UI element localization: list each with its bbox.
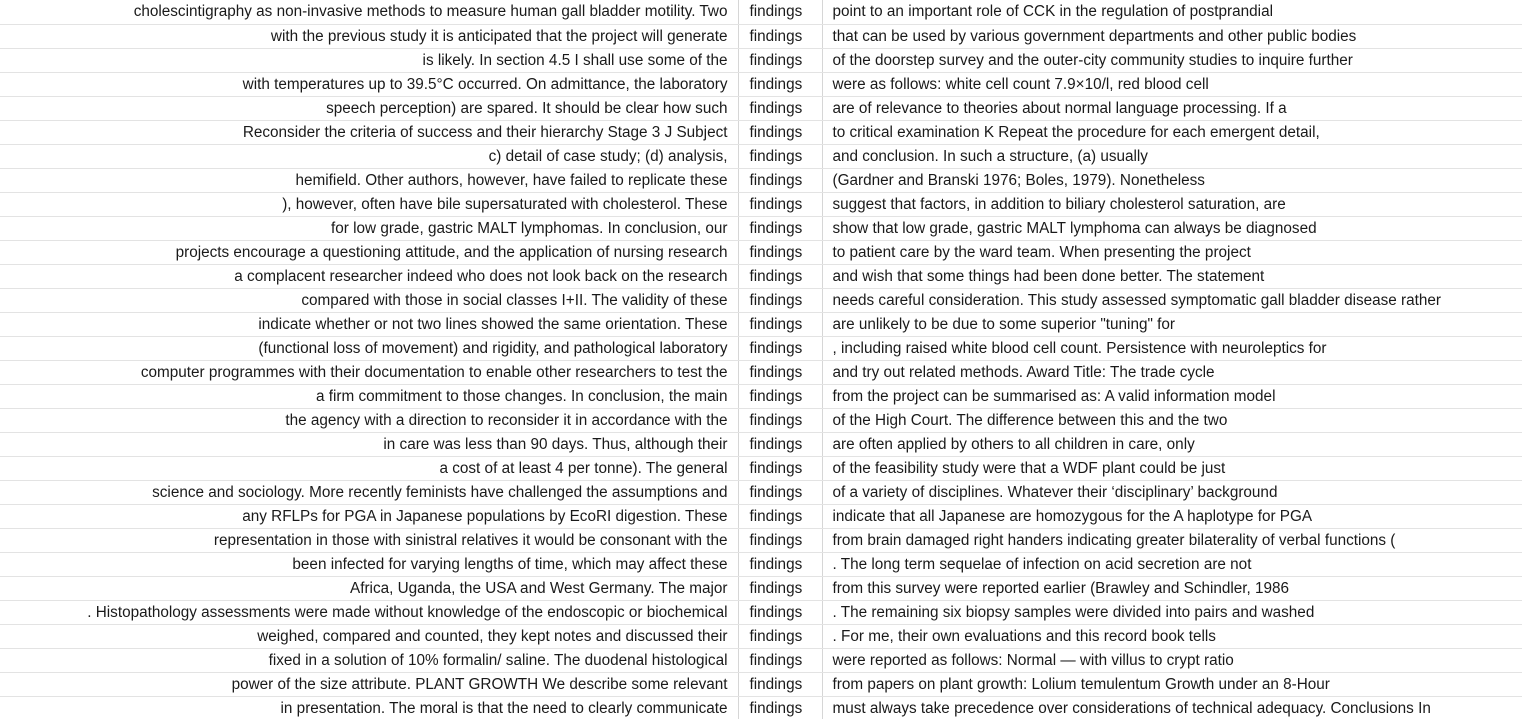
table-row	[0, 552, 1522, 576]
right-context-cell[interactable]: were reported as follows: Normal — with villus to crypt ratio	[822, 648, 1522, 672]
right-context-cell[interactable]: of the doorstep survey and the outer-city community studies to inquire further	[822, 48, 1522, 72]
left-context-text: a firm commitment to those changes. In conclusion, the main	[315, 387, 728, 405]
right-context-cell[interactable]: are unlikely to be due to some superior "tuning" for	[822, 312, 1522, 336]
left-context-cell[interactable]	[0, 696, 738, 719]
table-row	[0, 432, 1522, 456]
left-context-text: is likely. In section 4.5 I shall use some of the	[422, 51, 728, 69]
right-context-cell[interactable]: that can be used by various government departments and other public bodies	[822, 24, 1522, 48]
left-context-cell[interactable]	[0, 0, 738, 24]
left-context-cell[interactable]	[0, 144, 738, 168]
right-context-cell[interactable]: are often applied by others to all children in care, only	[822, 432, 1522, 456]
right-context-cell[interactable]: show that low grade, gastric MALT lymphoma can always be diagnosed	[822, 216, 1522, 240]
right-context-cell[interactable]: point to an important role of CCK in the regulation of postprandial	[822, 0, 1522, 24]
keyword-cell[interactable]: findings	[738, 0, 822, 24]
left-context-cell[interactable]	[0, 48, 738, 72]
table-row	[0, 648, 1522, 672]
left-context-text: hemifield. Other authors, however, have failed to replicate these	[295, 171, 728, 189]
left-context-cell[interactable]	[0, 552, 738, 576]
keyword-cell[interactable]: findings	[738, 408, 822, 432]
left-context-text: speech perception) are spared. It should be clear how such	[326, 99, 728, 117]
table-row	[0, 192, 1522, 216]
left-context-cell[interactable]	[0, 216, 738, 240]
table-row	[0, 120, 1522, 144]
keyword-cell[interactable]: findings	[738, 672, 822, 696]
left-context-text: projects encourage a questioning attitude, and the application of nursing research	[175, 243, 728, 261]
keyword-cell[interactable]: findings	[738, 96, 822, 120]
table-row	[0, 480, 1522, 504]
left-context-text: ), however, often have bile supersaturated with cholesterol. These	[282, 195, 728, 213]
table-row	[0, 528, 1522, 552]
keyword-cell[interactable]: findings	[738, 480, 822, 504]
right-context-cell[interactable]: to patient care by the ward team. When presenting the project	[822, 240, 1522, 264]
left-context-cell[interactable]	[0, 264, 738, 288]
left-context-text: the agency with a direction to reconsider it in accordance with the	[285, 411, 728, 429]
table-row	[0, 624, 1522, 648]
right-context-cell[interactable]: indicate that all Japanese are homozygous for the A haplotype for PGA	[822, 504, 1522, 528]
left-context-cell[interactable]	[0, 312, 738, 336]
keyword-cell[interactable]: findings	[738, 240, 822, 264]
keyword-cell[interactable]: findings	[738, 144, 822, 168]
right-context-cell[interactable]: , including raised white blood cell count. Persistence with neuroleptics for	[822, 336, 1522, 360]
left-context-cell[interactable]	[0, 480, 738, 504]
left-context-text: science and sociology. More recently feminists have challenged the assumptions and	[152, 483, 728, 501]
keyword-cell[interactable]: findings	[738, 264, 822, 288]
right-context-cell[interactable]: from the project can be summarised as: A valid information model	[822, 384, 1522, 408]
keyword-cell[interactable]: findings	[738, 168, 822, 192]
right-context-cell[interactable]: . The remaining six biopsy samples were divided into pairs and washed	[822, 600, 1522, 624]
left-context-text: with the previous study it is anticipated that the project will generate	[270, 27, 728, 45]
left-context-text: . Histopathology assessments were made without knowledge of the endoscopic or biochemical	[87, 603, 728, 621]
keyword-cell[interactable]: findings	[738, 504, 822, 528]
left-context-text: representation in those with sinistral relatives it would be consonant with the	[213, 531, 728, 549]
keyword-cell[interactable]: findings	[738, 384, 822, 408]
table-row	[0, 240, 1522, 264]
left-context-text: any RFLPs for PGA in Japanese populations by EcoRI digestion. These	[242, 507, 728, 525]
table-row	[0, 48, 1522, 72]
keyword-cell[interactable]: findings	[738, 72, 822, 96]
table-row	[0, 504, 1522, 528]
left-context-text: a complacent researcher indeed who does not look back on the research	[234, 267, 728, 285]
keyword-cell[interactable]: findings	[738, 648, 822, 672]
left-context-cell[interactable]	[0, 120, 738, 144]
keyword-cell[interactable]: findings	[738, 192, 822, 216]
table-row	[0, 96, 1522, 120]
table-row	[0, 312, 1522, 336]
left-context-text: a cost of at least 4 per tonne). The general	[439, 459, 728, 477]
table-row	[0, 24, 1522, 48]
left-context-cell[interactable]	[0, 504, 738, 528]
keyword-cell[interactable]: findings	[738, 600, 822, 624]
left-context-cell[interactable]	[0, 360, 738, 384]
left-context-cell[interactable]	[0, 528, 738, 552]
keyword-cell[interactable]: findings	[738, 216, 822, 240]
left-context-cell[interactable]	[0, 336, 738, 360]
keyword-cell[interactable]: findings	[738, 528, 822, 552]
left-context-cell[interactable]	[0, 432, 738, 456]
keyword-cell[interactable]: findings	[738, 552, 822, 576]
left-context-text: been infected for varying lengths of time, which may affect these	[292, 555, 728, 573]
right-context-cell[interactable]: and conclusion. In such a structure, (a) usually	[822, 144, 1522, 168]
right-context-cell[interactable]: of the feasibility study were that a WDF plant could be just	[822, 456, 1522, 480]
right-context-cell[interactable]: are of relevance to theories about normal language processing. If a	[822, 96, 1522, 120]
left-context-text: weighed, compared and counted, they kept notes and discussed their	[257, 627, 728, 645]
table-row	[0, 672, 1522, 696]
left-context-text: power of the size attribute. PLANT GROWTH We describe some relevant	[231, 675, 728, 693]
right-context-cell[interactable]: of a variety of disciplines. Whatever their ‘disciplinary’ background	[822, 480, 1522, 504]
left-context-text: with temperatures up to 39.5°C occurred. On admittance, the laboratory	[242, 75, 728, 93]
right-context-cell[interactable]: to critical examination K Repeat the procedure for each emergent detail,	[822, 120, 1522, 144]
keyword-cell[interactable]: findings	[738, 432, 822, 456]
left-context-cell[interactable]	[0, 288, 738, 312]
left-context-cell[interactable]	[0, 72, 738, 96]
table-row	[0, 336, 1522, 360]
left-context-text: for low grade, gastric MALT lymphomas. In conclusion, our	[331, 219, 728, 237]
left-context-cell[interactable]	[0, 672, 738, 696]
keyword-cell[interactable]: findings	[738, 456, 822, 480]
keyword-cell[interactable]: findings	[738, 312, 822, 336]
left-context-cell[interactable]	[0, 456, 738, 480]
right-context-cell[interactable]: of the High Court. The difference between this and the two	[822, 408, 1522, 432]
right-context-cell[interactable]: and wish that some things had been done better. The statement	[822, 264, 1522, 288]
right-context-cell[interactable]: were as follows: white cell count 7.9×10/l, red blood cell	[822, 72, 1522, 96]
right-context-cell[interactable]: suggest that factors, in addition to biliary cholesterol saturation, are	[822, 192, 1522, 216]
left-context-cell[interactable]	[0, 24, 738, 48]
left-context-text: indicate whether or not two lines showed the same orientation. These	[258, 315, 728, 333]
right-context-cell[interactable]: from brain damaged right handers indicating greater bilaterality of verbal functions (	[822, 528, 1522, 552]
keyword-cell[interactable]: findings	[738, 48, 822, 72]
right-context-cell[interactable]: must always take precedence over considerations of technical adequacy. Conclusions In	[822, 696, 1522, 719]
keyword-cell[interactable]: findings	[738, 24, 822, 48]
left-context-text: fixed in a solution of 10% formalin/ saline. The duodenal histological	[268, 651, 728, 669]
left-context-cell[interactable]	[0, 240, 738, 264]
keyword-cell[interactable]: findings	[738, 696, 822, 719]
table-row	[0, 696, 1522, 719]
left-context-text: (functional loss of movement) and rigidity, and pathological laboratory	[258, 339, 728, 357]
left-context-cell[interactable]	[0, 96, 738, 120]
left-context-text: c) detail of case study; (d) analysis,	[488, 147, 728, 165]
right-context-cell[interactable]: . For me, their own evaluations and this record book tells	[822, 624, 1522, 648]
right-context-cell[interactable]: (Gardner and Branski 1976; Boles, 1979). Nonetheless	[822, 168, 1522, 192]
keyword-cell[interactable]: findings	[738, 624, 822, 648]
table-row	[0, 0, 1522, 24]
right-context-cell[interactable]: needs careful consideration. This study assessed symptomatic gall bladder disease rather	[822, 288, 1522, 312]
left-context-text: Africa, Uganda, the USA and West Germany. The major	[350, 579, 728, 597]
table-row	[0, 72, 1522, 96]
right-context-cell[interactable]: from papers on plant growth: Lolium temulentum Growth under an 8-Hour	[822, 672, 1522, 696]
left-context-cell[interactable]	[0, 624, 738, 648]
table-row	[0, 360, 1522, 384]
table-row	[0, 408, 1522, 432]
left-context-text: cholescintigraphy as non-invasive methods to measure human gall bladder motility. Two	[133, 3, 728, 21]
left-context-cell[interactable]	[0, 648, 738, 672]
table-row	[0, 264, 1522, 288]
left-context-cell[interactable]	[0, 576, 738, 600]
right-context-cell[interactable]: . The long term sequelae of infection on acid secretion are not	[822, 552, 1522, 576]
left-context-text: Reconsider the criteria of success and their hierarchy Stage 3 J Subject	[242, 123, 728, 141]
table-row	[0, 216, 1522, 240]
left-context-text: in care was less than 90 days. Thus, although their	[383, 435, 728, 453]
left-context-cell[interactable]	[0, 384, 738, 408]
table-row	[0, 144, 1522, 168]
left-context-cell[interactable]	[0, 192, 738, 216]
keyword-cell[interactable]: findings	[738, 336, 822, 360]
keyword-cell[interactable]: findings	[738, 288, 822, 312]
table-row	[0, 288, 1522, 312]
keyword-cell[interactable]: findings	[738, 120, 822, 144]
right-context-cell[interactable]: from this survey were reported earlier (Brawley and Schindler, 1986	[822, 576, 1522, 600]
table-row	[0, 168, 1522, 192]
left-context-cell[interactable]	[0, 168, 738, 192]
keyword-cell[interactable]: findings	[738, 576, 822, 600]
left-context-cell[interactable]	[0, 600, 738, 624]
table-row	[0, 576, 1522, 600]
table-row	[0, 600, 1522, 624]
table-row	[0, 384, 1522, 408]
keyword-cell[interactable]: findings	[738, 360, 822, 384]
left-context-text: compared with those in social classes I+II. The validity of these	[301, 291, 728, 309]
left-context-text: computer programmes with their documentation to enable other researchers to test the	[140, 363, 728, 381]
left-context-cell[interactable]	[0, 408, 738, 432]
right-context-cell[interactable]: and try out related methods. Award Title: The trade cycle	[822, 360, 1522, 384]
table-row	[0, 456, 1522, 480]
left-context-text: in presentation. The moral is that the need to clearly communicate	[280, 699, 728, 717]
